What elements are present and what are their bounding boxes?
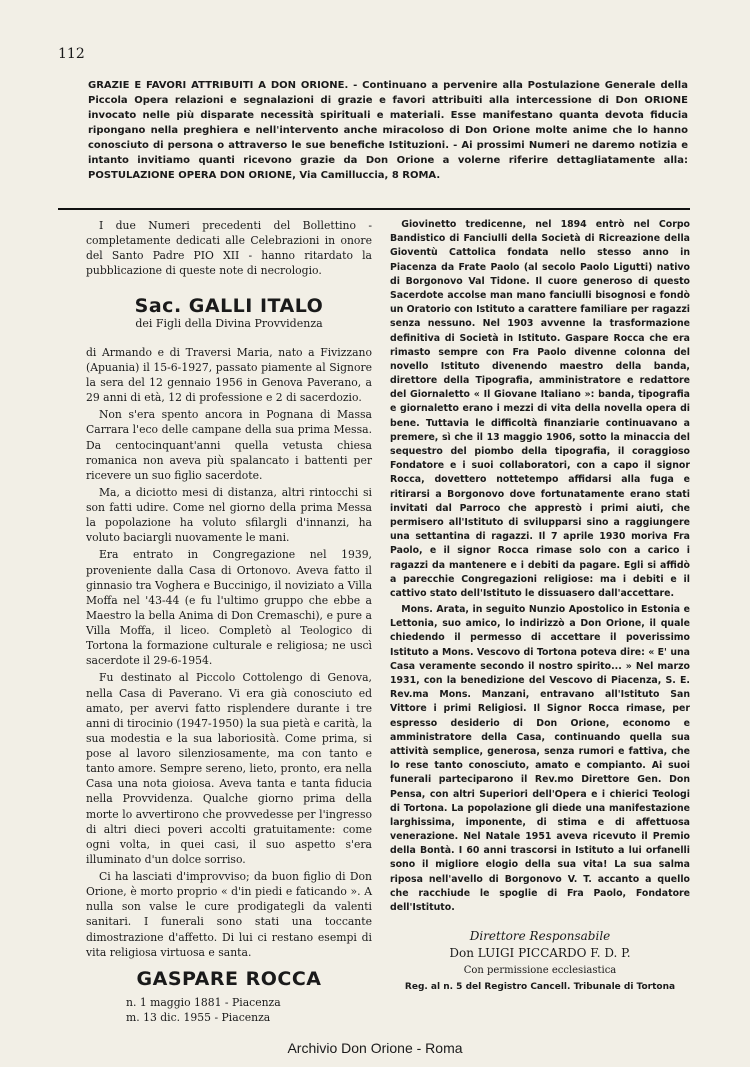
page-number: 112	[58, 46, 85, 62]
credits-role: Direttore Responsabile	[469, 929, 611, 943]
left-column	[86, 218, 372, 1025]
credits-permission: Con permissione ecclesiastica	[463, 965, 617, 976]
credits-name: Don LUIGI PICCARDO F. D. P.	[449, 946, 631, 960]
right-column	[390, 218, 690, 917]
section-divider	[58, 208, 690, 210]
intro-paragraph: I due Numeri precedenti del Bollettino - completamente dedicati alle Celebrazioni in onore del Santo Padre PIO XII - hanno ritardato la pubblicazione di queste note di necrologio.	[86, 219, 372, 278]
galli-paragraph: Ma, a diciotto mesi di distanza, altri rintocchi si son fatti udire. Come nel giorno della prima Messa la popolazione ha voluto sfilargli d'innanzi, ha voluto baciargli nuovamente le mani.	[86, 485, 372, 545]
grazie-notice: GRAZIE E FAVORI ATTRIBUITI A DON ORIONE. - Continuano a pervenire alla Postulazione Generale della Piccola Opera relazioni e segnalazioni di grazie e favori attribuiti alla intercessione di Don ORIONE invocato nelle più disparate necessità spirituali e materiali. Esse manifestano quanta devota fiducia ripongano nella preghiera e nell'intervento anche miracoloso di Don Orione molte anime che lo hanno conosciuto di persona o attraverso le sue benefiche Istituzioni. - Ai prossimi Numeri ne daremo notizia e intanto invitiamo quanti ricevono grazie da Don Orione a volerne riferire dettagliatamente alla: POSTULAZIONE OPERA DON ORIONE, Via Camilluccia, 8 ROMA.	[88, 80, 688, 181]
article-subtitle-galli: dei Figli della Divina Provvidenza	[135, 316, 323, 330]
article-title-rocca: GASPARE ROCCA	[136, 967, 322, 990]
credits-registration: Reg. al n. 5 del Registro Cancell. Tribunale di Tortona	[404, 982, 676, 992]
rocca-died: m. 13 dic. 1955 - Piacenza	[126, 1011, 271, 1024]
galli-paragraph: Non s'era spento ancora in Pognana di Massa Carrara l'eco delle campane della sua prima Messa. Da centocinquant'anni quella vetusta chiesa romanica non aveva più spalancato i battenti per ricevere un suo figlio sacerdote.	[86, 408, 372, 482]
rocca-paragraph: Mons. Arata, in seguito Nunzio Apostolico in Estonia e Lettonia, suo amico, lo indirizzò a Don Orione, il quale chiedendo il permesso di accettare il poverissimo Istituto a Mons. Vescovo di Tortona poteva dire: « E' una Casa veramente secondo il nostro spirito... » Nel marzo 1931, con la benedizione del Vescovo di Piacenza, S. E. Rev.ma Mons. Manzani, entravano all'Istituto San Vittore i primi Religiosi. Il Signor Rocca rimase, per espresso desiderio di Don Orione, economo e amministratore della Casa, continuando quella sua attività semplice, generosa, senza rumori e fattiva, che lo rese tanto conosciuto, amato e compianto. Ai suoi funerali parteciparono il Rev.mo Direttore Gen. Don Pensa, con altri Superiori dell'Opera e i chierici Teologi di Tortona. La popolazione gli diede una manifestazione larghissima, imponente, di stima e di affettuosa venerazione. Nel Natale 1951 aveva ricevuto il Premio della Bontà. I 60 anni trascorsi in Istituto a lui orfanelli sono il migliore elogio della sua vita! La sua salma riposa nell'avello di Borgonovo V. T. accanto a quello che racchiude le spoglie di Fra Paolo, Fondatore dell'Istituto.	[390, 604, 690, 913]
article-title-galli: Sac. GALLI ITALO	[134, 294, 324, 317]
galli-paragraph: Ci ha lasciati d'improvviso; da buon figlio di Don Orione, è morto proprio « d'in piedi e faticando ». A nulla son valse le cure prodigategli da valenti sanitari. I funerali sono stati una toccante dimostrazione d'affetto. Di lui ci restano esempi di vita religiosa virtuosa e santa.	[86, 870, 372, 959]
rocca-paragraph: Giovinetto tredicenne, nel 1894 entrò nel Corpo Bandistico di Fanciulli della Società di Ricreazione della Gioventù Cattolica fondata nello stesso anno in Piacenza da Frate Paolo (al secolo Paolo Ligutti) nativo di Borgonovo Val Tidone. Il cuore generoso di questo Sacerdote accolse man mano fanciulli bisognosi e fondò un Oratorio con Istituto a carattere familiare per ragazzi senza nessuno. Nel 1903 avvenne la trasformazione definitiva di Società in Istituto. Gaspare Rocca che era rimasto sempre con Fra Paolo divenne colonna del novello Istituto divenendo maestro della banda, direttore della Tipografia, amministratore e redattore del Giornaletto « Il Giovane Italiano »: banda, tipografia e giornaletto erano i mezzi di vita della novella opera di bene. Tuttavia le difficoltà finanziarie continuavano a premere, sì che il 13 maggio 1906, sotto la minaccia del sequestro del piombo della tipografia, il coraggioso Fondatore e i suoi collaboratori, con a capo il signor Rocca, dovettero nottetempo affidarsi alla fuga e ritirarsi a Borgonovo dove fortunatamente erano stati invitati dal Parroco che apprestò i primi aiuti, che permisero all'Istituto di svilupparsi sino a raggiungere una settantina di ragazzi. Il 7 aprile 1930 moriva Fra Paolo, e il signor Rocca rimase solo con a carico i ragazzi da mantenere e i debiti da pagare. Egli si affidò a parecchie Congregazioni religiose: ma i debiti e il cattivo stato dell'Istituto le dissuasero dall'accettare.	[390, 219, 690, 599]
galli-paragraph: di Armando e di Traversi Maria, nato a Fivizzano (Apuania) il 15-6-1927, passato piamente al Signore la sera del 12 gennaio 1956 in Genova Paverano, a 29 anni di età, 12 di professione e 2 di sacerdozio.	[86, 345, 372, 405]
archive-footer: Archivio Don Orione - Roma	[287, 1040, 463, 1056]
credits-block	[390, 928, 690, 996]
galli-paragraph: Era entrato in Congregazione nel 1939, proveniente dalla Casa di Ortonovo. Aveva fatto il ginnasio tra Voghera e Buccinigo, il noviziato a Villa Moffa nel '43-44 (e fu l'ultimo gruppo che ebbe a Maestro la bella Anima di Don Cremaschi), e pure a Villa Moffa, il liceo. Completò al Teologico di Tortona la formazione culturale e religiosa; ne uscì sacerdote il 29-6-1954.	[86, 548, 373, 668]
rocca-born: n. 1 maggio 1881 - Piacenza	[126, 995, 281, 1009]
galli-paragraph: Fu destinato al Piccolo Cottolengo di Genova, nella Casa di Paverano. Vi era già conosciuto ed amato, per avervi fatto risplendere durante i tre anni di tirocinio (1947-1950) la sua pietà e carità, la sua modestia e la sua laboriosità. Come prima, si pose al lavoro silenziosamente, ma con tanto e tanto amore. Sempre sereno, lieto, pronto, era nella Casa una nota gioiosa. Aveva tanta e tanta fiducia nella Provvidenza. Qualche giorno prima della morte lo avvertirono che provvedesse per l'ingresso di altri dieci poveri accolti gratuitamente: come ogni volta, in quei casi, il suo aspetto s'era illuminato d'un dolce sorriso.	[86, 671, 372, 866]
